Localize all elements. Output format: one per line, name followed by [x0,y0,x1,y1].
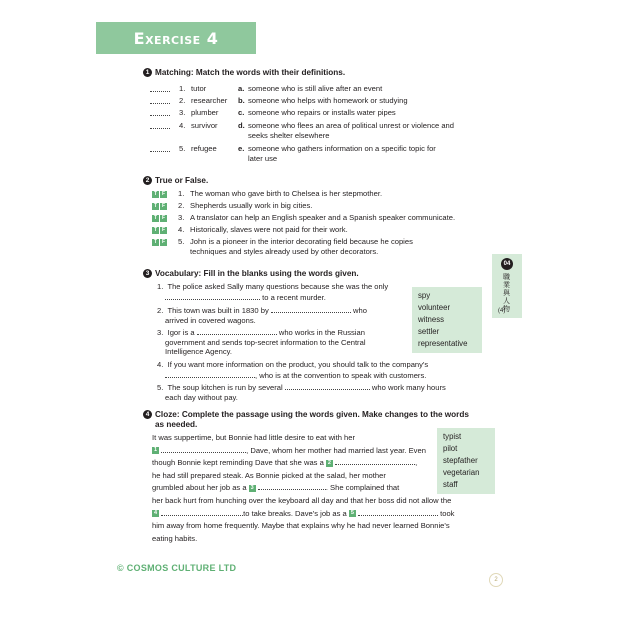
question-text: This town was built in 1830 by [167,306,269,315]
item-number: 1. [178,189,185,198]
answer-blank[interactable] [150,108,170,116]
definition-text: someone who gathers information on a specific topic for later use [248,144,436,163]
item-number: 4. [178,225,185,234]
chapter-title: 職業與人物 [503,274,510,313]
true-false-toggle[interactable] [152,215,167,222]
word-option: representative [418,339,468,348]
definition-letter: e. [238,144,245,153]
section-heading-text: Matching: Match the words with their definitions. [155,68,346,77]
true-false-toggle[interactable] [152,227,167,234]
blank-number-badge: 2 [327,459,331,466]
vocab-question-2 [157,305,412,325]
answer-blank[interactable] [165,292,260,300]
answer-blank[interactable] [271,305,351,313]
question-text: If you want more information on the product, you should talk to the company's [167,360,429,369]
copyright-footer: © COSMOS CULTURE LTD [117,563,237,573]
false-box[interactable]: F [161,238,166,245]
answer-blank[interactable] [150,84,170,92]
cloze-text: It was suppertime, but Bonnie had little desire to eat with her [152,433,356,442]
question-text: , who is at the convention to speak with customers. [255,370,427,380]
page-number: 2 [489,573,503,587]
matching-word: survivor [191,121,218,130]
question-number: 4. [157,360,164,369]
cloze-text: , [415,458,418,468]
true-false-row [152,225,482,235]
word-option: spy [418,291,431,300]
matching-word: researcher [191,96,228,105]
section-number-badge: 4 [143,410,152,419]
question-text: who [353,306,367,315]
cloze-blank-4[interactable] [161,508,243,516]
word-option: typist [443,432,462,441]
word-option: volunteer [418,303,451,312]
question-number: 2. [157,306,164,315]
section-4-heading [143,410,478,430]
matching-word: plumber [191,108,219,117]
chapter-number: 04 [501,258,513,270]
blank-number-badge: 5 [350,510,354,517]
question-text: arrived in covered wagons. [165,315,256,325]
statement-text: A translator can help an English speaker and a Spanish speaker communicate. [190,213,456,222]
question-text: who works in the Russian [278,328,365,337]
section-heading-text: True or False. [155,176,209,185]
false-box[interactable]: F [161,214,166,221]
cloze-blank-5[interactable] [358,508,438,516]
cloze-word-box [437,428,495,494]
blank-number-badge: 4 [153,510,158,517]
statement-text: Shepherds usually work in big cities. [190,201,313,210]
item-number: 2. [179,96,186,105]
item-number: 3. [178,213,185,222]
word-option: vegetarian [443,468,480,477]
section-2-heading [143,176,208,186]
cloze-blank-3[interactable] [258,482,326,490]
question-text: government and sends top-secret information to the Central [165,337,366,347]
section-1-heading [143,68,345,78]
true-false-row [152,237,482,256]
word-option: witness [418,315,444,324]
false-box[interactable]: F [161,202,166,209]
question-number: 1. [157,282,164,291]
true-box[interactable]: T [153,190,158,197]
true-false-row [152,201,482,211]
item-number: 4. [179,121,186,130]
true-false-row [152,213,482,223]
true-box[interactable]: T [153,226,158,233]
definition-text: someone who is still alive after an event [248,84,383,93]
matching-word: tutor [191,84,207,93]
question-text: Igor is a [167,328,195,337]
question-text: who work many hours [371,383,446,392]
definition-text: someone who helps with homework or studying [248,96,408,105]
question-text: each day without pay. [165,392,238,402]
word-option: pilot [443,444,458,453]
true-box[interactable]: T [153,238,158,245]
true-false-row [152,189,482,199]
section-number-badge: 2 [143,176,152,185]
cloze-text: to take breaks. Dave's job as a [243,508,347,518]
item-number: 5. [179,144,186,153]
cloze-text: eating habits. [152,533,198,543]
false-box[interactable]: F [161,190,166,197]
section-heading-text: Vocabulary: Fill in the blanks using the words given. [155,269,359,278]
question-number: 5. [157,383,164,392]
answer-blank[interactable] [197,327,277,335]
question-text: to a recent murder. [262,292,326,302]
question-text: Intelligence Agency. [165,347,232,357]
section-number-badge: 1 [143,68,152,77]
cloze-text: her back hurt from hunching over the keyboard all day and that her boss did not allow the [152,495,452,505]
answer-blank[interactable] [150,121,170,129]
true-false-toggle[interactable] [152,239,167,246]
cloze-text: he had still prepared steak. As Bonnie picked at the salad, her mother [152,470,386,480]
cloze-text: grumbled about her job as a [152,483,247,493]
exercise-title: Exercise 4 [133,28,219,48]
true-box[interactable]: T [153,202,158,209]
cloze-blank-2[interactable] [335,457,418,468]
definition-letter: d. [238,121,245,130]
item-number: 2. [178,201,185,210]
cloze-text: , Dave, whom her mother had married last year. Even [246,445,426,455]
vocab-question-5 [157,382,477,402]
definition-letter: c. [238,108,245,117]
true-box[interactable]: T [153,214,158,221]
vocab-word-box [412,287,482,353]
vocab-question-4 [157,360,477,380]
vocab-question-1 [157,282,412,302]
word-option: stepfather [443,456,478,465]
answer-blank[interactable] [285,382,370,390]
exercise-title-banner [96,22,256,54]
question-text: The soup kitchen is run by several [167,383,283,392]
vocab-question-3 [157,327,417,357]
chapter-subtitle: (4) [498,308,506,314]
matching-word: refugee [191,144,217,153]
cloze-blank-1[interactable] [161,445,246,453]
true-false-toggle[interactable] [152,191,167,198]
statement-text: The woman who gave birth to Chelsea is her stepmother. [190,189,383,198]
definition-text: someone who flees an area of political unrest or violence and seeks shelter elsewhere [248,121,454,140]
question-text: The police asked Sally many questions because she was the only [167,282,389,291]
word-option: staff [443,480,458,489]
item-number: 3. [179,108,186,117]
blank-number-badge: 3 [250,484,254,491]
true-false-toggle[interactable] [152,203,167,210]
cloze-text: though Bonnie kept reminding Dave that she was a [152,458,324,468]
statement-text: Historically, slaves were not paid for their work. [190,225,348,234]
statement-text: John is a pioneer in the interior decorating field because he copies techniques and styles already used by other decorators. [190,237,413,256]
word-option: settler [418,327,440,336]
chapter-side-tab [492,254,522,318]
cloze-text: . She complained that [325,483,400,493]
blank-number-badge: 1 [153,447,158,454]
section-number-badge: 3 [143,269,152,278]
section-heading-text: Cloze: Complete the passage using the words given. Make changes to the words as needed. [155,410,469,429]
item-number: 5. [178,237,185,246]
section-3-heading [143,269,359,279]
answer-blank[interactable] [150,144,170,152]
cloze-text: him away from home frequently. Maybe that explains why he had never learned Bonnie's [152,521,450,531]
false-box[interactable]: F [161,226,166,233]
question-number: 3. [157,328,164,337]
definition-letter: a. [238,84,245,93]
definition-text: someone who repairs or installs water pipes [248,108,396,117]
item-number: 1. [179,84,186,93]
answer-blank[interactable] [165,370,255,378]
cloze-text: took [440,508,455,518]
answer-blank[interactable] [150,96,170,104]
definition-letter: b. [238,96,245,105]
